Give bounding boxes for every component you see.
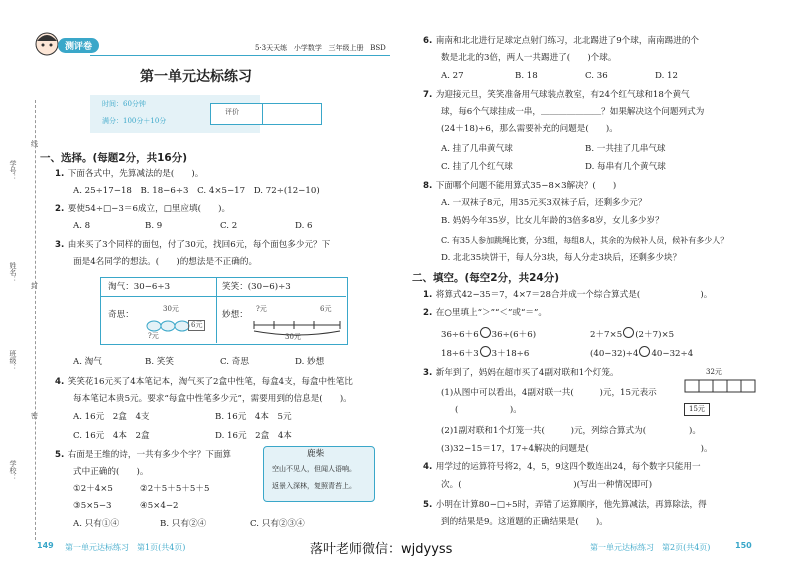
- b2-expr: 18÷6＋3: [441, 349, 479, 359]
- score-info: 满分：100分＋10分: [102, 117, 167, 125]
- q3-number: 3.: [55, 240, 65, 250]
- q8-option-c: C. 有35人参加跳绳比赛，分3组，每组8人，其余的为候补人员，候补有多少人？: [441, 236, 729, 245]
- compare-circle[interactable]: [480, 327, 491, 338]
- q3-option-d: D. 妙想: [295, 357, 325, 367]
- q4-number: 4.: [55, 377, 65, 387]
- side-school: 学校：: [9, 460, 17, 481]
- series-name: 5·3天天练: [255, 44, 288, 52]
- q1: [55, 169, 203, 180]
- q3-line2: 面是4名同学的想法。( )的想法是不正确的。: [73, 257, 258, 267]
- cut-line-1: 线: [31, 140, 38, 148]
- b2-text: 在○里填上“＞”“＜”或“＝”。: [435, 308, 547, 318]
- q3-miaoxiang-change: 6元: [320, 305, 332, 313]
- q4: [55, 377, 353, 388]
- b2-expr: 36÷(6＋6): [491, 330, 537, 340]
- q3-qisi-change: 6元: [188, 320, 205, 331]
- q3-cell-taoqi: 淘气：30−6÷3: [108, 282, 171, 292]
- q6-option-c: C. 36: [585, 71, 608, 81]
- cut-dashed-line: [35, 100, 36, 540]
- b2-row-2b: [590, 346, 693, 360]
- q5-line2: 式中正确的( )。: [73, 467, 149, 477]
- q7-line3: (24＋18)÷6，那么需要补充的问题是( )。: [441, 124, 618, 134]
- q4-line2: 每本笔记本贵5元。要求“每盒中性笔多少元”，需要用到的信息是( )。: [73, 394, 352, 404]
- q6: [423, 36, 699, 47]
- b2-row-2a: [441, 346, 529, 360]
- q4-line1: 笑笑花16元买了4本笔记本，淘气买了2盒中性笔，每盒4支，每盒中性笔比: [67, 377, 353, 387]
- b2-expr: 2＋7×5: [590, 330, 623, 340]
- q7-number: 7.: [423, 90, 433, 100]
- b3-sub1: (1)从图中可以看出，4副对联一共( )元，15元表示: [441, 388, 657, 398]
- side-name: 姓名：: [9, 262, 17, 283]
- b2-expr: 36÷6＋6: [441, 330, 479, 340]
- q2-option-a: A. 8: [73, 221, 91, 231]
- b2: [423, 308, 547, 319]
- b1-number: 1.: [423, 290, 433, 300]
- q5-formula-1: ①2＋4×5: [73, 484, 113, 494]
- q7-option-b: B. 一共挂了几串气球: [585, 144, 666, 154]
- q5-formula-2: ②2＋5＋5＋5＋5: [140, 484, 210, 494]
- q1-text: 下面各式中，先算减法的是( )。: [67, 169, 204, 179]
- q7-option-c: C. 挂了几个红气球: [441, 162, 513, 172]
- subject-name: 小学数学: [293, 44, 322, 52]
- q5: [55, 450, 231, 461]
- q5-option-b: B. 只有②④: [160, 519, 207, 529]
- b5-line1: 小明在计算80−□÷5时，弄错了运算顺序，他先算减法，再算除法，得: [435, 500, 707, 510]
- test-badge: 测评卷: [58, 38, 99, 53]
- q7-option-a: A. 挂了几串黄气球: [441, 144, 513, 154]
- eval-divider: [262, 103, 263, 125]
- q1-options: A. 25÷17−18 B. 18−6÷3 C. 4×5−17 D. 72÷(12−10): [73, 186, 320, 196]
- q5-formula-3: ③5×5−3: [73, 501, 112, 511]
- compare-circle[interactable]: [480, 346, 491, 357]
- q3-option-a: A. 淘气: [73, 357, 102, 367]
- q4-option-a: A. 16元 2盒 4支: [73, 412, 150, 422]
- page-number-right: 150: [735, 541, 752, 550]
- q3-cell-xiaoxiao: 笑笑：(30−6)÷3: [222, 282, 291, 292]
- q6-option-a: A. 27: [441, 71, 464, 81]
- q2-number: 2.: [55, 204, 65, 214]
- q5-line1: 右面是王维的诗，一共有多少个字？下面算: [67, 450, 232, 460]
- q7-line2: 球，每6个气球挂成一串，＿＿＿＿＿＿＿？如果解决这个问题列式为: [441, 107, 705, 117]
- q3-cell-miaoxiang: 妙想：: [222, 310, 248, 320]
- q7-option-d: D. 每串有几个黄气球: [585, 162, 666, 172]
- b2-row-1a: [441, 327, 536, 341]
- q3-option-c: C. 奇思: [220, 357, 249, 367]
- b1-text: 将算式42−35＝7，4×7＝28合并成一个综合算式是( )。: [435, 290, 713, 300]
- grade-name: 三年级上册: [328, 44, 364, 52]
- poem-line-2: 返景入深林，复照青苔上。: [272, 482, 356, 490]
- compare-circle[interactable]: [639, 346, 650, 357]
- cut-line-2: 封: [31, 282, 38, 290]
- q3-cell-qisi: 奇思：: [108, 310, 134, 320]
- q2-option-d: D. 6: [295, 221, 313, 231]
- q3-miaoxiang-each: ?元: [256, 305, 267, 313]
- q2: [55, 204, 230, 215]
- q5-option-c: C. 只有②③④: [250, 519, 305, 529]
- time-info: 时间：60分钟: [102, 100, 146, 108]
- section-2-title: 二、填空。(每空2分，共24分): [412, 272, 560, 284]
- poem-line-1: 空山不见人，但闻人语响。: [272, 465, 356, 473]
- q7: [423, 90, 690, 101]
- b2-row-1b: [590, 327, 674, 341]
- page-number-left: 149: [37, 541, 54, 550]
- q5-option-a: A. 只有①④: [73, 519, 120, 529]
- footer-right: 第一单元达标练习 第2页(共4页): [590, 543, 711, 552]
- q8-option-a: A. 一双袜子8元，用35元买3双袜子后，还剩多少元？: [441, 198, 647, 208]
- b3: [423, 368, 619, 379]
- q6-line2: 数是北北的3倍，两人一共踢进了( )个球。: [441, 53, 617, 63]
- q1-number: 1.: [55, 169, 65, 179]
- q4-option-b: B. 16元 4本 5元: [215, 412, 292, 422]
- eval-label: 评价: [225, 108, 239, 116]
- header-rule: [90, 55, 390, 56]
- q4-option-c: C. 16元 4本 2盒: [73, 431, 150, 441]
- q6-option-d: D. 12: [655, 71, 678, 81]
- b2-expr: 40−32÷4: [651, 349, 694, 359]
- q3-qisi-each: ?元: [148, 332, 159, 340]
- cut-line-3: 密: [31, 412, 38, 420]
- q6-option-b: B. 18: [515, 71, 538, 81]
- b3-number: 3.: [423, 368, 433, 378]
- side-num: 学号：: [9, 160, 17, 181]
- q8: [423, 181, 616, 192]
- b5: [423, 500, 707, 511]
- q3-option-b: B. 笑笑: [145, 357, 174, 367]
- q5-formula-4: ④5×4−2: [140, 501, 179, 511]
- q3-miaoxiang-total: 30元: [285, 333, 301, 341]
- watermark: 落叶老师微信：wjdyyss: [310, 542, 453, 557]
- q3-qisi-total: 30元: [163, 305, 179, 313]
- b3-line1: 新年到了，妈妈在超市买了4副对联和1个灯笼。: [435, 368, 619, 378]
- b4: [423, 462, 701, 473]
- q3-line1: 由来买了3个同样的面包，付了30元，找回6元，每个面包多少元？下: [67, 240, 331, 250]
- b3-sub3: (3)32−15＝17，17÷4解决的问题是( )。: [441, 444, 713, 454]
- b4-line2: 次。( )(写出一种情况即可): [441, 480, 653, 490]
- b2-expr: (2＋7)×5: [635, 330, 675, 340]
- q2-text: 要使54÷□−3＝6成立，□里应填( )。: [67, 204, 231, 214]
- q7-line1: 为迎接元旦，笑笑准备用气球装点教室，有24个红气球和18个黄气: [435, 90, 690, 100]
- b4-line1: 用学过的运算符号将2，4，5，9这四个数连出24，每个数字只能用一: [435, 462, 701, 472]
- q3-table-vline: [216, 277, 217, 343]
- b2-number: 2.: [423, 308, 433, 318]
- book-info: [255, 44, 386, 53]
- q3: [55, 240, 330, 251]
- b3-sub1b: ( )。: [455, 405, 522, 415]
- b3-sub2: (2)1副对联和1个灯笼一共( )元，列综合算式为( )。: [441, 426, 701, 436]
- b5-number: 5.: [423, 500, 433, 510]
- q6-line1: 南南和北北进行足球定点射门练习，北北踢进了9个球，南南踢进的个: [435, 36, 700, 46]
- b1: [423, 290, 712, 301]
- compare-circle[interactable]: [623, 327, 634, 338]
- q2-option-c: C. 2: [220, 221, 238, 231]
- b2-expr: (40−32)÷4: [590, 349, 639, 359]
- b5-line2: 到的结果是9。这道题的正确结果是( )。: [441, 517, 608, 527]
- b3-total-label: 32元: [706, 368, 722, 376]
- edition-name: BSD: [370, 44, 386, 52]
- q6-number: 6.: [423, 36, 433, 46]
- q8-number: 8.: [423, 181, 433, 191]
- b4-number: 4.: [423, 462, 433, 472]
- poem-title: 鹿柴: [307, 449, 325, 459]
- q4-option-d: D. 16元 2盒 4本: [215, 431, 292, 441]
- q8-option-d: D. 北北35块饼干，每人分3块，每人分走3块后，还剩多少块？: [441, 253, 682, 263]
- mascot-icon: [34, 30, 60, 56]
- q8-text: 下面哪个问题不能用算式35−8×3解决？( ): [435, 181, 617, 191]
- section-1-title: 一、选择。(每题2分，共16分): [40, 152, 188, 164]
- page-title: 第一单元达标练习: [140, 69, 252, 85]
- q8-option-b: B. 妈妈今年35岁，比女儿年龄的3倍多8岁，女儿多少岁？: [441, 216, 664, 226]
- q2-option-b: B. 9: [145, 221, 163, 231]
- q5-number: 5.: [55, 450, 65, 460]
- b3-lamp-label: 15元: [684, 403, 710, 416]
- b2-expr: 3＋18÷6: [491, 349, 530, 359]
- side-class: 班级：: [9, 350, 17, 371]
- q3-table-hline: [100, 296, 346, 297]
- b3-bar-diagram: [684, 378, 756, 398]
- footer-left: 第一单元达标练习 第1页(共4页): [65, 543, 186, 552]
